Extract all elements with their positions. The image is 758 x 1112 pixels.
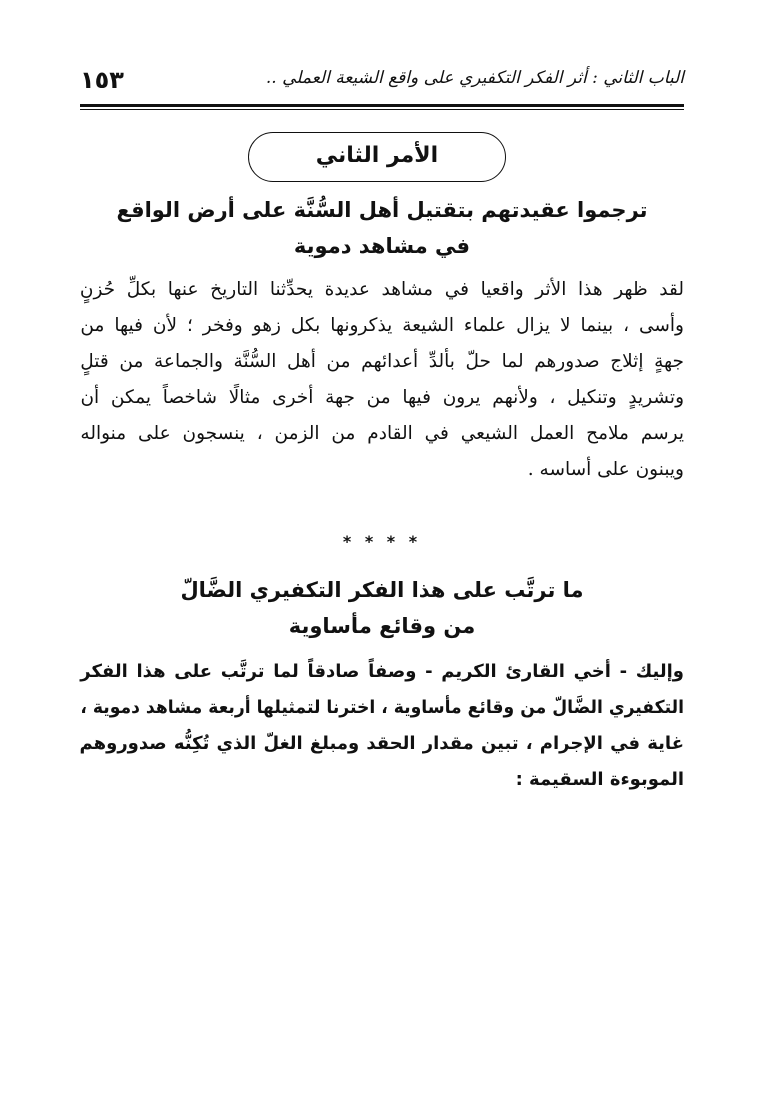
paragraph-1-line: لقد ظهر هذا الأثر واقعيا في مشاهد عديدة يحدِّثنا التاريخ عنها بكلِّ حُزنٍ xyxy=(79,279,684,300)
header-rule-thin xyxy=(80,109,684,110)
paragraph-1-line: جهةٍ إثلاج صدورهم لما حلّ بألدِّ أعدائهم من أهل السُّنَّة والجماعة من قتلٍ xyxy=(80,351,684,372)
paragraph-1-line: يرسم ملامح العمل الشيعي في القادم من الزمن ، ينسجون على منواله xyxy=(80,423,684,444)
running-header-title: الباب الثاني : أثر الفكر التكفيري على واقع الشيعة العملي .. xyxy=(265,68,684,88)
paragraph-1-line: ويبنون على أساسه . xyxy=(527,459,684,480)
paragraph-2-line: وإليك - أخي القارئ الكريم - وصفاً صادقاً لما ترتَّب على هذا الفكر xyxy=(80,661,684,682)
running-header xyxy=(80,66,684,102)
section-title: الأمر الثاني xyxy=(315,143,439,168)
section-title-box xyxy=(248,132,506,182)
paragraph-2-line: غاية في الإجرام ، تبين مقدار الحقد ومبلغ الغلّ الذي تُكِنُّه صدوروهم xyxy=(79,733,684,754)
paragraph-1-line: وتشريدٍ وتنكيل ، ولأنهم يرون فيها من جهة أخرى مثالًا شاخصاً يمكن أن xyxy=(80,387,684,408)
header-rule xyxy=(80,104,684,107)
paragraph-1-line: وأسى ، بينما لا يزال علماء الشيعة يذكرونها بكل زهو وفخر ؛ لأن فيها من xyxy=(80,315,684,336)
section-heading-line-2: في مشاهد دموية xyxy=(293,234,471,258)
paragraph-2-line: الموبوءة السقيمة : xyxy=(515,769,684,790)
section2-heading-line-1: ما ترتَّب على هذا الفكر التكفيري الضَّالّ xyxy=(180,578,584,602)
section-separator: * * * * xyxy=(342,532,422,551)
section-heading-line-1: ترجموا عقيدتهم بتقتيل أهل السُّنَّة على أرض الواقع xyxy=(116,198,648,222)
page-number: ١٥٣ xyxy=(80,66,124,94)
paragraph-2-line: التكفيري الضَّالّ من وقائع مأساوية ، اخترنا لتمثيلها أربعة مشاهد دموية ، xyxy=(80,697,685,718)
section2-heading-line-2: من وقائع مأساوية xyxy=(288,614,476,638)
paragraph-1 xyxy=(80,272,684,488)
paragraph-2 xyxy=(80,654,684,798)
